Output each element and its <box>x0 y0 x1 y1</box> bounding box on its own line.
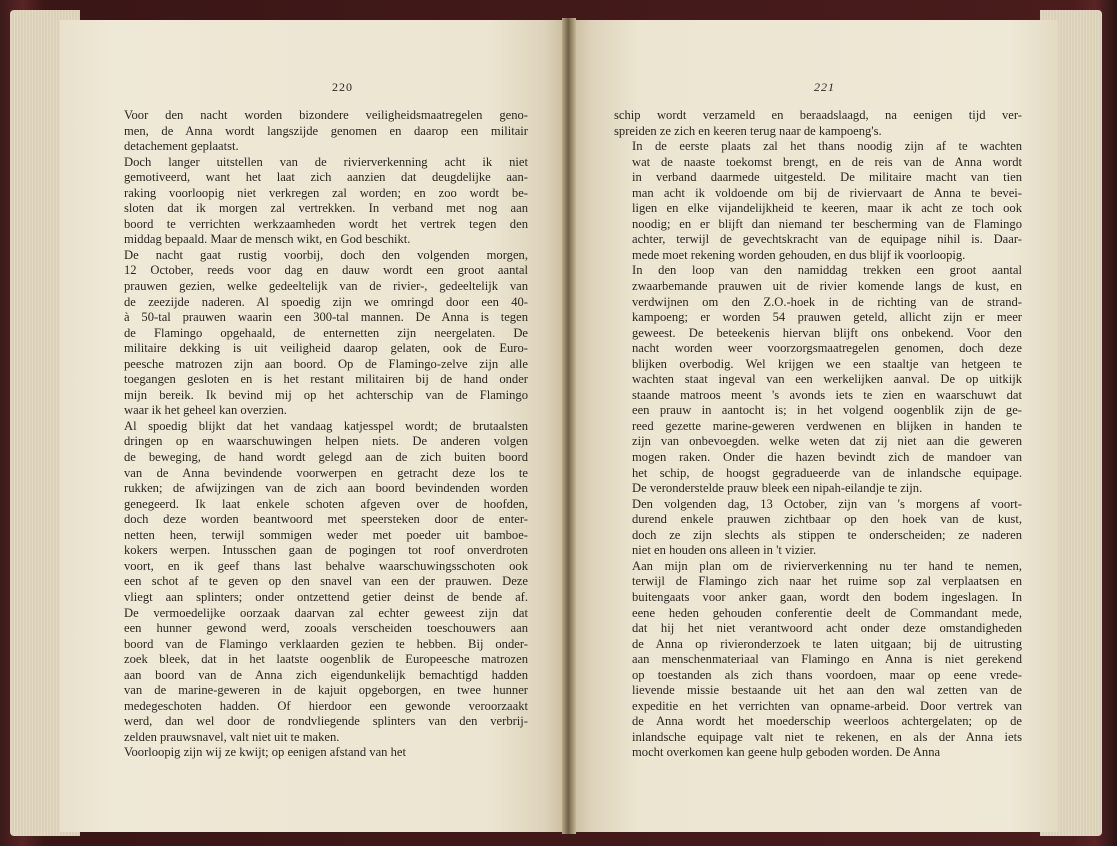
book-gutter <box>562 18 576 834</box>
text-line: verdwijnen om den Z.O.-hoek in de richting van de strand- <box>632 294 1022 309</box>
text-line: Voorloopig zijn wij ze kwijt; op eenigen afstand van het <box>124 745 407 760</box>
text-line: waar ik het geheel kan overzien. <box>124 403 287 418</box>
text-line: prauwen gezien, welke gedeeltelijk van de rivier-, gedeeltelijk van <box>124 279 528 294</box>
text-line: de Anna op rivieronderzoek te laten uitgaan; bij de uitrusting <box>632 636 1022 651</box>
text-line: staande matroos meent 's avonds iets te zien en waarschuwt dat <box>632 387 1022 402</box>
text-line: men, de Anna wordt langszijde genomen en daarop een militair <box>124 123 528 138</box>
text-line: van de marine-geweren in de kajuit opgeborgen, en twee hunner <box>124 683 528 698</box>
text-line: mijn bereik. Ik bevind mij op het achterschip van de Flamingo <box>124 387 528 402</box>
paragraph <box>614 108 1022 139</box>
text-line: lievende missie bestaande uit het aan den wal zetten van de <box>632 683 1022 698</box>
text-line: nacht worden weer voorzorgsmaatregelen genomen, doch deze <box>632 341 1022 356</box>
text-line: schip wordt verzameld en beraadslaagd, na eenigen tijd ver- <box>614 108 1022 122</box>
text-line: De nacht gaat rustig voorbij, doch den volgenden morgen, <box>124 247 528 262</box>
text-line: Den volgenden dag, 13 October, zijn van 's morgens af voort- <box>632 496 1022 511</box>
text-line: aan menschenmateriaal van Flamingo en Anna is niet gerekend <box>632 652 1022 667</box>
paragraph <box>106 745 528 761</box>
text-line: wachten staat ingeval van een werkelijken aanval. De op uitkijk <box>632 372 1022 387</box>
paragraph <box>106 108 528 155</box>
text-line: zijn van onbevoegden. welke weten dat zij niet aan die geweren <box>632 434 1022 449</box>
paragraph <box>106 155 528 248</box>
text-line: toegangen gesloten en is het restant militairen bij de hand onder <box>124 372 528 387</box>
text-line: reed gezette marine-geweren verdwenen en blijken in handen te <box>632 418 1022 433</box>
text-line: gemotiveerd, want het laat zich aanzien dat deugdelijke aan- <box>124 170 528 185</box>
paragraph <box>106 419 528 745</box>
text-line: spreiden ze zich en keeren terug naar de kampoeng's. <box>614 123 882 138</box>
text-line: voort, en ik geef thans last behalve waarschuwingsschoten ook <box>124 558 528 573</box>
text-line: een prauw in aantocht is; in het volgend oogenblik zijn de ge- <box>632 403 1022 418</box>
text-line: sloten dat ik morgen zal vertrekken. In verband met nog aan <box>124 201 528 216</box>
text-line: militaire dekking is uit veiligheid daarop gelaten, ook de Euro- <box>124 341 528 356</box>
text-line: raking voorloopig niet verkregen zal worden; en zoo wordt be- <box>124 185 528 200</box>
text-line: terwijl de Flamingo zich naar het ruime sop zal verplaatsen en <box>632 574 1022 589</box>
text-line: zoek bleek, dat in het laatste oogenblik de Europeesche matrozen <box>124 652 528 667</box>
text-line: à 50-tal prauwen waarin een 300-tal mannen. De Anna is tegen <box>124 310 528 325</box>
text-line: zelden prauwsnavel, valt niet uit te maken. <box>124 729 340 744</box>
text-line: blijken overbodig. Wel krijgen we een staaltje van hetgeen te <box>632 356 1022 371</box>
text-line: rukken; de afwijzingen van de zich aan boord bevindenden worden <box>124 481 528 496</box>
text-line: peesche matrozen zijn aan boord. Op de Flamingo-zelve zijn alle <box>124 356 528 371</box>
text-line: Aan mijn plan om de rivierverkenning nu ter hand te nemen, <box>632 558 1022 573</box>
text-line: wat de naaste toekomst brengt, en de reis van de Anna wordt <box>632 154 1022 169</box>
text-line: op toestanden als zich thans voordoen, maar op eene vrede- <box>632 667 1022 682</box>
text-line: middag bepaald. Maar de mensch wikt, en God beschikt. <box>124 232 411 247</box>
text-line: buitengaats voor anker gaan, wordt den bodem ingeslagen. In <box>632 589 1022 604</box>
text-line: Doch langer uitstellen van de rivierverkenning acht ik niet <box>124 154 528 169</box>
text-line: werd, dan wel door de rondvliegende splinters van den verbrij- <box>124 714 528 729</box>
text-line: 12 October, reeds voor dag en dauw wordt een groot aantal <box>124 263 528 278</box>
text-line: ligen en elke vijandelijkheid te keeren, maar ik acht ze toch ook <box>632 201 1022 216</box>
text-line: boord te verrichten werkzaamheden wordt het vertrek tegen den <box>124 216 528 231</box>
text-line: vliegt aan splinters; onder ontzettend getier deinst de bende af. <box>124 589 528 604</box>
left-page-number: 220 <box>332 80 353 94</box>
text-line: detachement geplaatst. <box>124 139 239 154</box>
paragraph <box>614 497 1022 559</box>
paragraph <box>614 559 1022 761</box>
text-line: in verband daarmede uitgesteld. De militaire macht van tien <box>632 170 1022 185</box>
text-line: kokers werpen. Intusschen gaan de pogingen tot roof onverdroten <box>124 543 528 558</box>
paragraph <box>614 263 1022 496</box>
text-line: mede moet rekening worden gehouden, en dus blijf ik voorloopig. <box>632 247 966 262</box>
text-line: man acht ik voldoende om bij de riviervaart de Anna te bevei- <box>632 185 1022 200</box>
text-line: doch deze worden beantwoord met speersteken door de enter- <box>124 512 528 527</box>
paragraph <box>106 248 528 419</box>
text-line: inlandsche equipage valt niet te rekenen, en als der Anna iets <box>632 729 1022 744</box>
text-line: netten heen, terwijl sommigen weder met poeder uit bamboe- <box>124 527 528 542</box>
paragraph <box>614 139 1022 263</box>
right-page-number: 221 <box>814 80 835 94</box>
text-line: de Anna wordt het moederschip weerloos achtergelaten; op de <box>632 714 1022 729</box>
text-line: Voor den nacht worden bizondere veiligheidsmaatregelen geno- <box>124 108 528 122</box>
text-line: een schot af te geven op den snavel van een der prauwen. Deze <box>124 574 528 589</box>
text-line: kampoeng; er worden 54 prauwen geteld, allicht zijn er meer <box>632 310 1022 325</box>
text-line: In de eerste plaats zal het thans noodig zijn af te wachten <box>632 139 1022 154</box>
text-line: durend enkele prauwen zichtbaar op den hoek van de kust, <box>632 512 1022 527</box>
text-line: van de Anna bevindende voorwerpen en getracht deze los te <box>124 465 528 480</box>
text-line: dringen op en waarschuwingen helpen niets. De anderen volgen <box>124 434 528 449</box>
left-page-text <box>106 108 528 761</box>
text-line: expeditie en het verrichten van opname-arbeid. Door vertrek van <box>632 698 1022 713</box>
text-line: dat hij het niet verantwoord acht onder deze omstandigheden <box>632 621 1022 636</box>
right-page-text <box>614 108 1022 761</box>
text-line: doch ze zijn slechts als stippen te onderscheiden; ze naderen <box>632 527 1022 542</box>
text-line: de beweging, de hand wordt gelegd aan de zich buiten boord <box>124 450 528 465</box>
text-line: een hunner gewond werd, zooals verscheiden toeschouwers aan <box>124 621 528 636</box>
text-line: boord van de Flamingo verklaarden gezien te hebben. Bij onder- <box>124 636 528 651</box>
text-line: aan boord van de Anna zich eigendunkelijk bemachtigd hadden <box>124 667 528 682</box>
text-line: geweest. De beteekenis hiervan blijft ons onbekend. Voor den <box>632 325 1022 340</box>
text-line: de zeezijde naderen. Al spoedig zijn we omringd door een 40- <box>124 294 528 309</box>
text-line: medegeschoten hadden. Of hierdoor een gewonde veroorzaakt <box>124 698 528 713</box>
text-line: achter, terwijl de gevechtskracht van de equipage nihil is. Daar- <box>632 232 1022 247</box>
text-line: genegeerd. Ik laat enkele schoten afgeven over de hoofden, <box>124 496 528 511</box>
text-line: zwaarbemande prauwen uit de rivier komende langs de kust, en <box>632 279 1022 294</box>
text-line: De vermoedelijke oorzaak daarvan zal echter geweest zijn dat <box>124 605 528 620</box>
text-line: de Flamingo opgehaald, de enternetten zijn neergelaten. De <box>124 325 528 340</box>
text-line: Al spoedig blijkt dat het vandaag katjesspel wordt; de brutaalsten <box>124 418 528 433</box>
text-line: het schip, de hoogst gegradueerde van de inlandsche equipage. <box>632 465 1022 480</box>
text-line: noodig; en er blijft dan niemand ter bescherming van de Flamingo <box>632 216 1022 231</box>
text-line: eene heden gehouden conferentie deelt de Commandant mede, <box>632 605 1022 620</box>
text-line: mocht overkomen kan geene hulp geboden worden. De Anna <box>632 745 941 760</box>
text-line: niet en houden ons alleen in 't vizier. <box>632 543 817 558</box>
text-line: mogen raken. Onder die hazen bevindt zich de mandoer van <box>632 450 1022 465</box>
text-line: De veronderstelde prauw bleek een nipah-eilandje te zijn. <box>632 481 923 496</box>
text-line: In den loop van den namiddag trekken een groot aantal <box>632 263 1022 278</box>
